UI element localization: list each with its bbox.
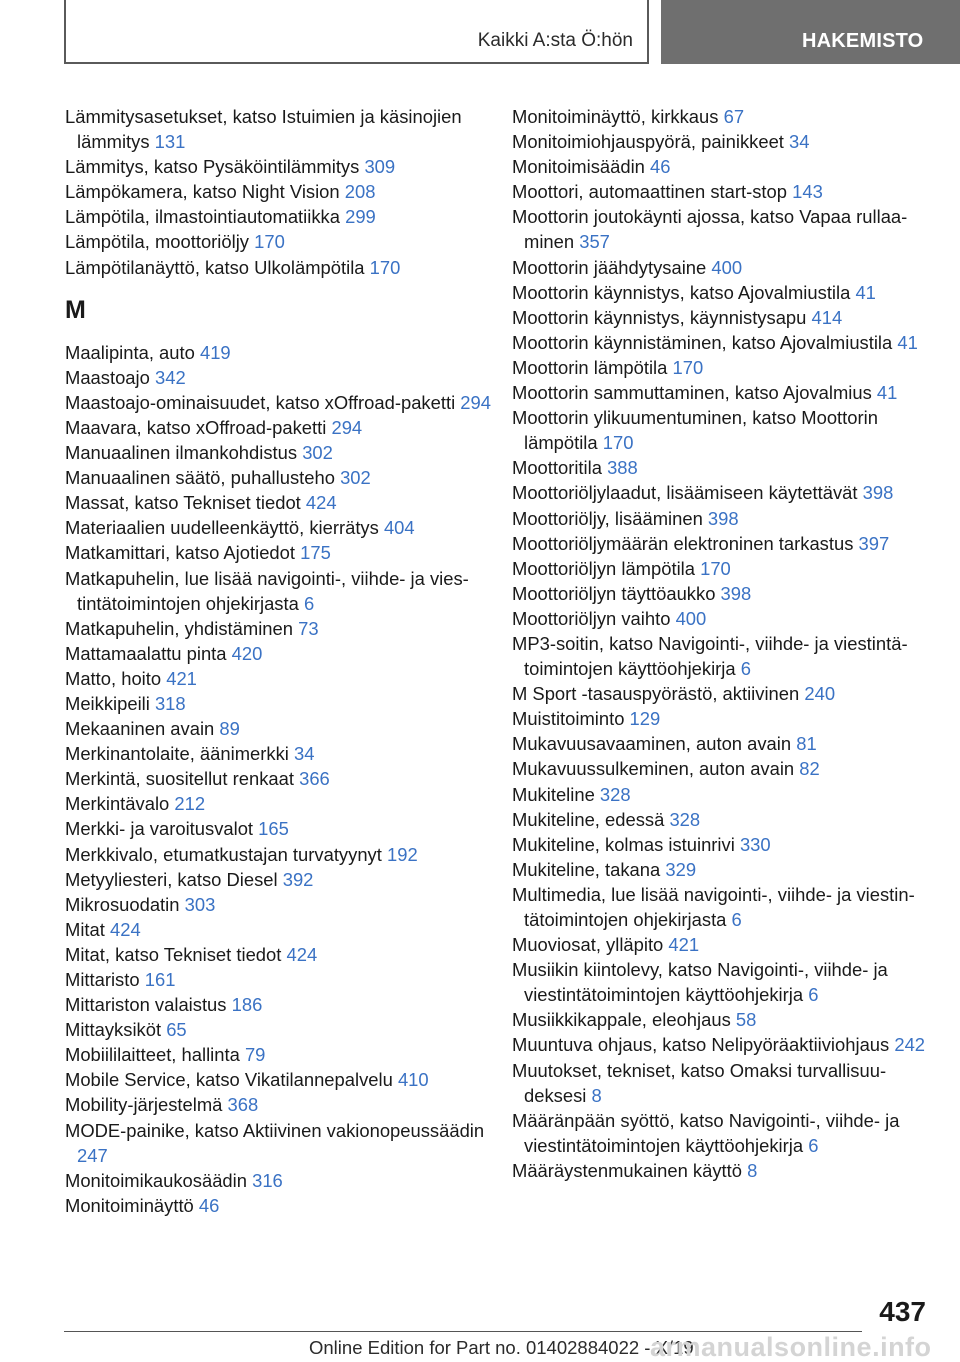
index-entry-text: Lämpötila, ilmastointiautomatiikka [65, 206, 340, 228]
page-number: 437 [879, 1296, 926, 1327]
index-entry [512, 255, 942, 280]
index-entry [65, 992, 495, 1017]
page-link[interactable]: 34 [789, 131, 810, 153]
index-entry-text: Moottorin käynnistys, käynnistysapu [512, 306, 807, 328]
index-entry-text: Monitoimikaukosäädin [65, 1169, 247, 1191]
page-link[interactable]: 328 [669, 808, 701, 830]
index-entry [65, 867, 495, 892]
page-link[interactable]: 6 [808, 1134, 819, 1156]
index-entry [65, 816, 495, 841]
index-entry-text: Lämmitys, katso Pysäköintilämmitys [65, 156, 360, 178]
index-entry-text: Määränpään syöttö, katso Navigointi-, viihde- ja viestintätoimintojen käyttöohjekirja [512, 1109, 900, 1156]
page-link[interactable]: 170 [672, 356, 704, 378]
index-entry [512, 556, 942, 581]
page-link[interactable]: 170 [602, 432, 634, 454]
index-entry-text: Monitoiminäyttö [65, 1194, 194, 1216]
index-entry-text: Määräystenmukainen käyttö [512, 1159, 742, 1181]
index-entry [512, 681, 942, 706]
index-entry-text: Moottorin joutokäynti ajossa, katso Vapaa rullaaminen [512, 206, 908, 253]
index-entry-text: Mobility-järjestelmä [65, 1094, 223, 1116]
page-link[interactable]: 299 [345, 206, 376, 228]
index-entry-text: Manuaalinen säätö, puhallusteho [65, 467, 335, 489]
index-entry [512, 1158, 942, 1183]
index-entry [65, 104, 495, 154]
page-link[interactable]: 424 [286, 943, 318, 965]
page-link[interactable]: 424 [305, 492, 337, 514]
index-entry [512, 882, 942, 932]
page-link[interactable]: 398 [862, 482, 894, 504]
index-entry-text: Lämmitysasetukset, katso Istuimien ja käsinojien lämmitys [65, 106, 462, 153]
index-entry [65, 1067, 495, 1092]
index-entry [512, 606, 942, 631]
index-entry-text: Moottoriöljyn vaihto [512, 607, 671, 629]
index-entry [65, 1118, 495, 1168]
index-entry [65, 741, 495, 766]
index-entry [512, 330, 942, 355]
index-entry [65, 515, 495, 540]
page-link[interactable]: 65 [166, 1019, 187, 1041]
index-entry-text: Massat, katso Tekniset tiedot [65, 492, 301, 514]
index-entry [65, 1042, 495, 1067]
page-link[interactable]: 421 [668, 934, 700, 956]
index-entry-text: Mikrosuodatin [65, 893, 180, 915]
page-link[interactable]: 294 [331, 416, 363, 438]
page-link[interactable]: 46 [650, 156, 671, 178]
page-link[interactable]: 6 [808, 984, 819, 1006]
page-link[interactable]: 34 [293, 743, 315, 765]
watermark: armanualsonline.info [650, 1332, 932, 1362]
index-entry [512, 706, 942, 731]
index-entry-text: Mekaaninen avain [65, 718, 215, 740]
page-link[interactable]: 410 [397, 1069, 429, 1091]
index-entry-text: Moottoriöljy, lisääminen [512, 507, 703, 529]
page-link[interactable]: 302 [302, 442, 333, 464]
index-entry-text: Lämpökamera, katso Night Vision [65, 181, 340, 203]
index-entry-text: Matto, hoito [65, 667, 162, 689]
index-entry-text: Lämpötilanäyttö, katso Ulkolämpötila [65, 256, 365, 278]
index-entry [512, 731, 942, 756]
index-list-l [65, 104, 495, 280]
page-link[interactable]: 357 [579, 231, 610, 253]
index-entry [65, 1017, 495, 1042]
index-entry-text: Monitoimiohjauspyörä, painikkeet [512, 131, 784, 153]
tab-hakemisto[interactable] [661, 0, 960, 64]
index-entry [65, 340, 495, 365]
page-link[interactable]: 6 [740, 658, 751, 680]
page-link[interactable]: 170 [369, 256, 401, 278]
page-link[interactable]: 6 [731, 909, 742, 930]
index-entry-text: Mukiteline, takana [512, 858, 661, 880]
index-entry-text: Mittaristo [65, 969, 140, 990]
index-entry-text: Moottoriöljyn täyttöaukko [512, 582, 716, 604]
index-entry-text: Mitat [65, 918, 105, 940]
page-link[interactable]: 342 [154, 366, 186, 388]
page-link[interactable]: 368 [227, 1094, 259, 1116]
index-entry-text: Moottorin käynnistäminen, katso Ajovalmiustila [512, 331, 893, 353]
index-entry-text: Mitat, katso Tekniset tiedot [65, 943, 282, 965]
index-entry-text: Muoviosat, ylläpito [512, 934, 664, 956]
page-link[interactable]: 8 [591, 1084, 602, 1106]
index-entry [65, 154, 495, 179]
index-entry-text: Moottorin lämpötila [512, 356, 668, 378]
index-entry [65, 179, 495, 204]
index-entry [65, 917, 495, 942]
page-link[interactable]: 89 [219, 718, 240, 740]
index-entry [65, 691, 495, 716]
page-link[interactable]: 414 [811, 306, 843, 328]
section-letter: M [65, 295, 86, 324]
index-entry-text: Muuntuva ohjaus, katso Nelipyöräaktiiviohjaus [512, 1034, 890, 1056]
index-entry [65, 641, 495, 666]
index-entry [512, 1032, 942, 1057]
index-entry-text: Moottoritila [512, 457, 602, 479]
page-link[interactable]: 247 [77, 1144, 108, 1166]
page-link[interactable]: 309 [364, 156, 396, 178]
index-entry-text: Meikkipeili [65, 692, 150, 714]
page-link[interactable]: 129 [629, 708, 661, 730]
page-link[interactable]: 328 [599, 783, 631, 805]
page-link[interactable]: 398 [720, 582, 752, 604]
index-entry-text: Musiikkikappale, eleohjaus [512, 1009, 731, 1031]
index-entry [65, 540, 495, 565]
index-entry-text: Maavara, katso xOffroad-paketti [65, 416, 327, 438]
page-link[interactable]: 392 [282, 868, 314, 890]
index-entry [65, 415, 495, 440]
index-entry [512, 154, 942, 179]
page-link[interactable]: 143 [792, 181, 823, 203]
page-link[interactable]: 58 [735, 1009, 757, 1031]
index-entry [512, 957, 942, 1007]
page-link[interactable]: 41 [897, 331, 918, 353]
index-entry [65, 440, 495, 465]
page-link[interactable]: 192 [386, 843, 418, 865]
index-entry-text: Maalipinta, auto [65, 341, 195, 363]
index-entry-text: Mukavuusavaaminen, auton avain [512, 733, 792, 755]
page-link[interactable]: 388 [607, 457, 638, 479]
index-entry [512, 506, 942, 531]
index-entry [512, 1058, 942, 1108]
page-link[interactable]: 161 [144, 969, 176, 990]
index-entry-text: Mobile Service, katso Vikatilannepalvelu [65, 1069, 393, 1091]
index-entry [512, 832, 942, 857]
page-link[interactable]: 41 [855, 281, 876, 303]
page-link[interactable]: 208 [344, 181, 376, 203]
index-entry-text: Muutokset, tekniset, katso Omaksi turvallisuudeksesi [512, 1059, 887, 1106]
index-entry-text: Mattamaalattu pinta [65, 642, 227, 664]
index-entry [512, 455, 942, 480]
index-entry-text: Mukiteline [512, 783, 595, 805]
page-link[interactable]: 170 [700, 557, 731, 579]
page-link[interactable]: 6 [303, 592, 315, 614]
index-entry [65, 942, 495, 967]
page-link[interactable]: 212 [174, 793, 206, 815]
page-link[interactable]: 420 [231, 642, 263, 664]
page-link[interactable]: 330 [739, 833, 771, 855]
index-entry [512, 179, 942, 204]
index-entry [65, 666, 495, 691]
page-link[interactable]: 404 [383, 517, 415, 539]
index-entry-text: Monitoiminäyttö, kirkkaus [512, 106, 719, 127]
index-entry [65, 716, 495, 741]
index-entry-text: Maastoajo-ominaisuudet, katso xOffroad-paketti [65, 391, 456, 413]
index-entry [65, 616, 495, 641]
index-entry-text: Mittayksiköt [65, 1019, 162, 1041]
page-link[interactable]: 8 [747, 1159, 758, 1181]
page-link[interactable]: 82 [799, 758, 820, 780]
index-entry-text: Merkkivalo, etumatkustajan turvatyynyt [65, 843, 382, 865]
page-link[interactable]: 419 [199, 341, 231, 363]
breadcrumb[interactable]: Kaikki A:sta Ö:hön [477, 30, 633, 51]
index-entry-text: Musiikin kiintolevy, katso Navigointi-, viihde- ja viestintätoimintojen käyttöohjekirja [512, 959, 888, 1006]
index-entry [65, 1193, 495, 1218]
index-entry [65, 390, 495, 415]
page-link[interactable]: 81 [796, 733, 817, 755]
index-entry [65, 892, 495, 917]
index-entry-text: Merkinantolaite, äänimerkki [65, 743, 289, 765]
index-entry [512, 756, 942, 781]
index-entry [512, 1007, 942, 1032]
page-link[interactable]: 186 [231, 994, 263, 1016]
index-entry-text: Mukiteline, edessä [512, 808, 665, 830]
index-entry-text: Mukiteline, kolmas istuinrivi [512, 833, 735, 855]
index-entry [512, 531, 942, 556]
index-entry [65, 465, 495, 490]
index-entry [65, 490, 495, 515]
index-entry [512, 857, 942, 882]
page-link[interactable]: 400 [711, 256, 743, 278]
index-entry-text: Moottori, automaattinen start-stop [512, 181, 787, 203]
tab-label: HAKEMISTO [802, 30, 924, 52]
page-link[interactable]: 170 [254, 231, 285, 253]
index-entry-text: Matkamittari, katso Ajotiedot [65, 542, 295, 564]
page-link[interactable]: 165 [258, 818, 289, 840]
index-entry [65, 791, 495, 816]
page-link[interactable]: 67 [723, 106, 745, 127]
footer-edition: Online Edition for Part no. 01402884022 - X/19 [309, 1337, 694, 1358]
index-entry-text: Maastoajo [65, 366, 150, 388]
index-entry-text: Moottorin käynnistys, katso Ajovalmiustila [512, 281, 851, 303]
page-link[interactable]: 316 [252, 1169, 283, 1191]
page-link[interactable]: 366 [299, 768, 330, 790]
index-entry-text: M Sport -tasauspyörästö, aktiivinen [512, 683, 800, 705]
index-entry-text: Materiaalien uudelleenkäyttö, kierrätys [65, 517, 379, 539]
index-entry-text: Merkki- ja varoitusvalot [65, 818, 254, 840]
index-entry-text: Mobiililaitteet, hallinta [65, 1044, 240, 1066]
index-entry-text: Moottorin ylikuumentuminen, katso Moottorin lämpötila [512, 407, 878, 454]
index-entry-text: Moottoriöljylaadut, lisäämiseen käytettävät [512, 482, 858, 504]
page-link[interactable]: 398 [707, 507, 739, 529]
page-link[interactable]: 242 [894, 1034, 926, 1056]
page-link[interactable]: 318 [154, 692, 186, 714]
page-link[interactable]: 240 [804, 683, 836, 705]
index-entry-text: Monitoimisäädin [512, 156, 645, 178]
index-entry-text: Muistitoiminto [512, 708, 625, 730]
index-entry [512, 104, 942, 129]
index-entry [65, 1168, 495, 1193]
index-entry-text: Merkintävalo [65, 793, 170, 815]
index-entry [65, 204, 495, 229]
page-link[interactable]: 421 [166, 667, 197, 689]
header-box [64, 0, 649, 64]
index-entry [512, 355, 942, 380]
index-entry-text: Merkintä, suositellut renkaat [65, 768, 294, 790]
index-entry-text: Lämpötila, moottoriöljy [65, 231, 249, 253]
page-link[interactable]: 400 [675, 607, 707, 629]
index-entry [512, 405, 942, 455]
index-entry [512, 305, 942, 330]
index-entry-text: Moottoriöljymäärän elektroninen tarkastus [512, 532, 854, 554]
page-link[interactable]: 41 [876, 382, 898, 404]
index-entry [512, 129, 942, 154]
index-entry [512, 480, 942, 505]
index-entry-text: Multimedia, lue lisää navigointi-, viihde- ja viestintätoimintojen ohjekirjasta [512, 883, 915, 930]
index-entry [512, 807, 942, 832]
index-entry [512, 280, 942, 305]
index-entry [512, 1108, 942, 1158]
index-entry-text: Mukavuussulkeminen, auton avain [512, 758, 795, 780]
index-entry [512, 782, 942, 807]
index-entry [65, 255, 495, 280]
page-link[interactable]: 175 [300, 542, 331, 564]
index-entry-text: Manuaalinen ilmankohdistus [65, 442, 298, 464]
page-link[interactable]: 397 [858, 532, 890, 554]
page-link[interactable]: 329 [665, 858, 697, 880]
index-entry-text: Moottorin jäähdytysaine [512, 256, 707, 278]
index-entry-text: Matkapuhelin, yhdistäminen [65, 617, 293, 639]
index-column-left [65, 104, 495, 1218]
index-entry [65, 566, 495, 616]
page-link[interactable]: 79 [244, 1044, 266, 1066]
index-entry [512, 204, 942, 254]
index-entry-text: Metyyliesteri, katso Diesel [65, 868, 278, 890]
index-entry-text: Matkapuhelin, lue lisää navigointi-, viihde- ja viestintätoimintojen ohjekirjasta [65, 567, 469, 614]
index-entry [65, 1092, 495, 1117]
index-entry [65, 766, 495, 791]
index-entry [65, 967, 495, 992]
index-column-right [512, 104, 942, 1183]
page-link[interactable]: 294 [460, 391, 491, 413]
page-link[interactable]: 302 [340, 467, 371, 489]
index-entry-text: Moottorin sammuttaminen, katso Ajovalmius [512, 382, 872, 404]
index-entry-text: Mittariston valaistus [65, 994, 227, 1016]
page-link[interactable]: 424 [109, 918, 141, 940]
index-entry [65, 365, 495, 390]
index-entry [512, 380, 942, 405]
page-link[interactable]: 131 [154, 131, 186, 153]
index-entry-text: MODE-painike, katso Aktiivinen vakionopeussäädin [65, 1119, 485, 1141]
index-entry [65, 842, 495, 867]
index-list-m [65, 340, 495, 1218]
page-link[interactable]: 46 [198, 1194, 220, 1216]
page-link[interactable]: 73 [298, 617, 319, 639]
index-entry-text: Moottoriöljyn lämpötila [512, 557, 695, 579]
index-entry [512, 631, 942, 681]
index-entry [65, 229, 495, 254]
index-entry [512, 581, 942, 606]
page-link[interactable]: 303 [184, 893, 216, 915]
index-list-right [512, 104, 942, 1183]
index-entry [512, 932, 942, 957]
index-entry-text: MP3-soitin, katso Navigointi-, viihde- ja viestintätoimintojen käyttöohjekirja [512, 632, 908, 680]
